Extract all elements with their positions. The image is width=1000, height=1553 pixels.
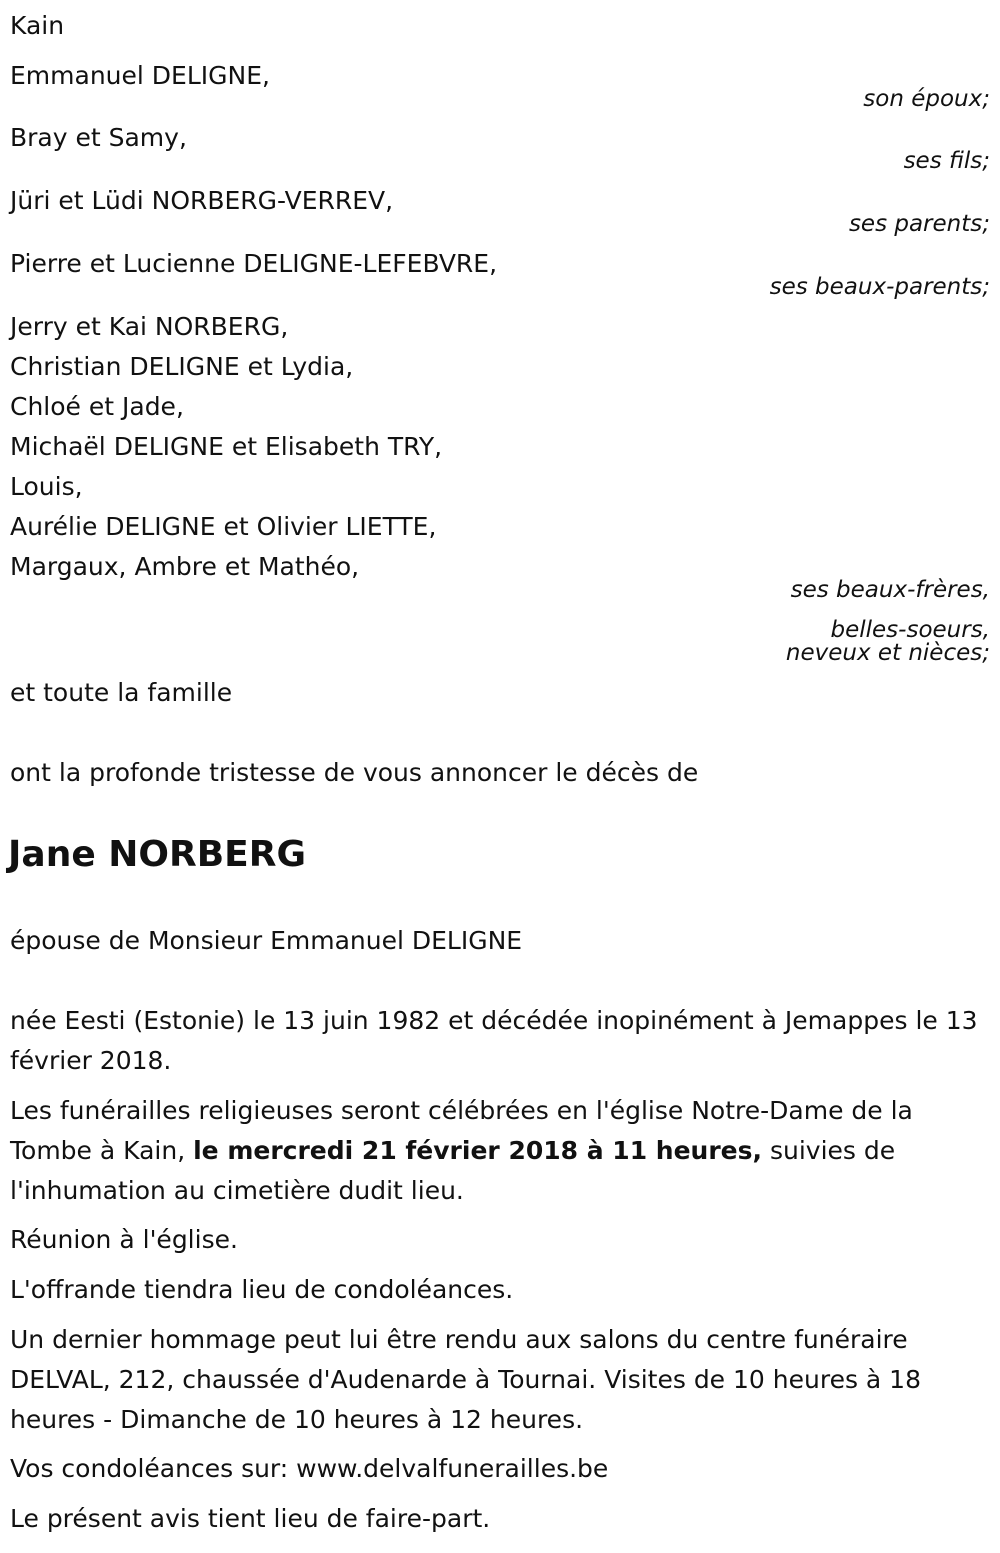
role-parents: ses parents; <box>848 211 990 237</box>
relative-line: Jerry et Kai NORBERG, <box>10 312 289 341</box>
birth-death-paragraph: née Eesti (Estonie) le 13 juin 1982 et décédée inopinément à Jemappes le 13 février 2018. <box>10 1006 978 1075</box>
spouse-line: épouse de Monsieur Emmanuel DELIGNE <box>10 926 523 955</box>
family-member-sons: Bray et Samy, <box>10 123 187 152</box>
location: Kain <box>10 11 65 40</box>
relative-line: Louis, <box>10 472 83 501</box>
announcement: ont la profonde tristesse de vous annoncer le décès de <box>10 758 699 787</box>
condolences-paragraph: Vos condoléances sur: www.delvalfunerailles.be <box>10 1454 609 1483</box>
relative-line: Chloé et Jade, <box>10 392 184 421</box>
meeting-paragraph: Réunion à l'église. <box>10 1225 238 1254</box>
funeral-text-before: Les funérailles religieuses seront célébrées en l'église Notre-Dame de la Tombe à Kain, <box>10 1096 913 1165</box>
role-relatives-1: ses beaux-frères, <box>790 577 990 603</box>
offering-paragraph: L'offrande tiendra lieu de condoléances. <box>10 1275 514 1304</box>
relative-line: Michaël DELIGNE et Elisabeth TRY, <box>10 432 443 461</box>
family-member-in-laws: Pierre et Lucienne DELIGNE-LEFEBVRE, <box>10 249 498 278</box>
role-relatives-2: belles-soeurs, <box>830 617 990 643</box>
funeral-text-after: suivies de l'inhumation au cimetière dudit lieu. <box>10 1136 896 1205</box>
tribute-paragraph: Un dernier hommage peut lui être rendu aux salons du centre funéraire DELVAL, 212, chaussée d'Audenarde à Tournai. Visites de 10 heures à 18 heures - Dimanche de 10 heures à 12 heures. <box>10 1325 921 1434</box>
family-member-spouse: Emmanuel DELIGNE, <box>10 61 270 90</box>
role-in-laws: ses beaux-parents; <box>769 274 990 300</box>
family-all: et toute la famille <box>10 678 233 707</box>
role-spouse: son époux; <box>863 86 990 112</box>
relative-line: Christian DELIGNE et Lydia, <box>10 352 354 381</box>
role-sons: ses fils; <box>903 148 990 174</box>
funeral-paragraph <box>10 1091 995 1211</box>
role-relatives-3: neveux et nièces; <box>785 640 990 666</box>
relative-line: Margaux, Ambre et Mathéo, <box>10 552 360 581</box>
notice-paragraph: Le présent avis tient lieu de faire-part. <box>10 1504 491 1533</box>
family-member-parents: Jüri et Lüdi NORBERG-VERREV, <box>10 186 394 215</box>
relative-line: Aurélie DELIGNE et Olivier LIETTE, <box>10 512 437 541</box>
funeral-date-time: le mercredi 21 février 2018 à 11 heures, <box>193 1136 763 1165</box>
deceased-name: Jane NORBERG <box>8 834 307 875</box>
